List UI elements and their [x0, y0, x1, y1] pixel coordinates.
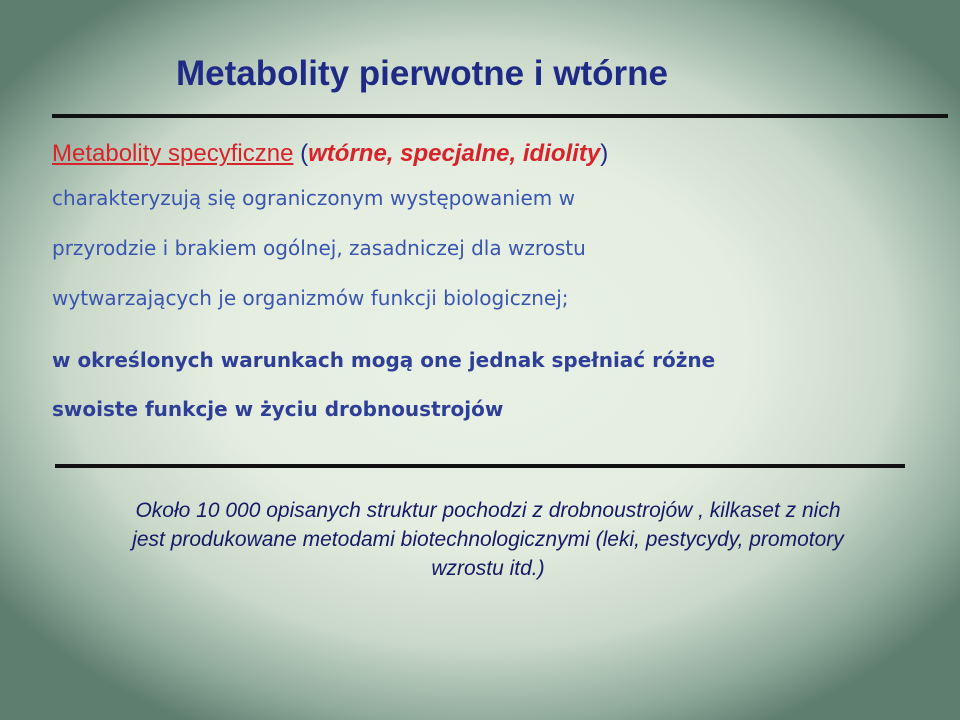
slide-title: Metabolity pierwotne i wtórne: [176, 54, 668, 93]
intro-line: [52, 139, 608, 168]
bold-line: swoiste funkcje w życiu drobnoustrojów: [52, 397, 504, 421]
footnote-line: Około 10 000 opisanych struktur pochodzi z drobnoustrojów , kilkaset z nich: [135, 499, 841, 522]
footnote-line: wzrostu itd.): [431, 557, 545, 580]
footnote: [68, 496, 908, 583]
description-line: przyrodzie i brakiem ogólnej, zasadniczej dla wzrostu: [52, 236, 586, 260]
paren-close: ): [600, 140, 609, 167]
synonyms-italic: wtórne, specjalne, idiolity: [308, 140, 601, 167]
term-metabolity-specyficzne: Metabolity specyficzne: [52, 140, 294, 167]
bold-line: w określonych warunkach mogą one jednak spełniać różne: [52, 348, 716, 372]
title-divider: [52, 114, 948, 118]
description-line: charakteryzują się ograniczonym występowaniem w: [52, 186, 575, 210]
description-line: wytwarzających je organizmów funkcji biologicznej;: [52, 286, 569, 310]
footnote-line: jest produkowane metodami biotechnologicznymi (leki, pestycydy, promotory: [132, 528, 844, 551]
paren-open: (: [300, 140, 309, 167]
section-divider: [55, 464, 905, 468]
